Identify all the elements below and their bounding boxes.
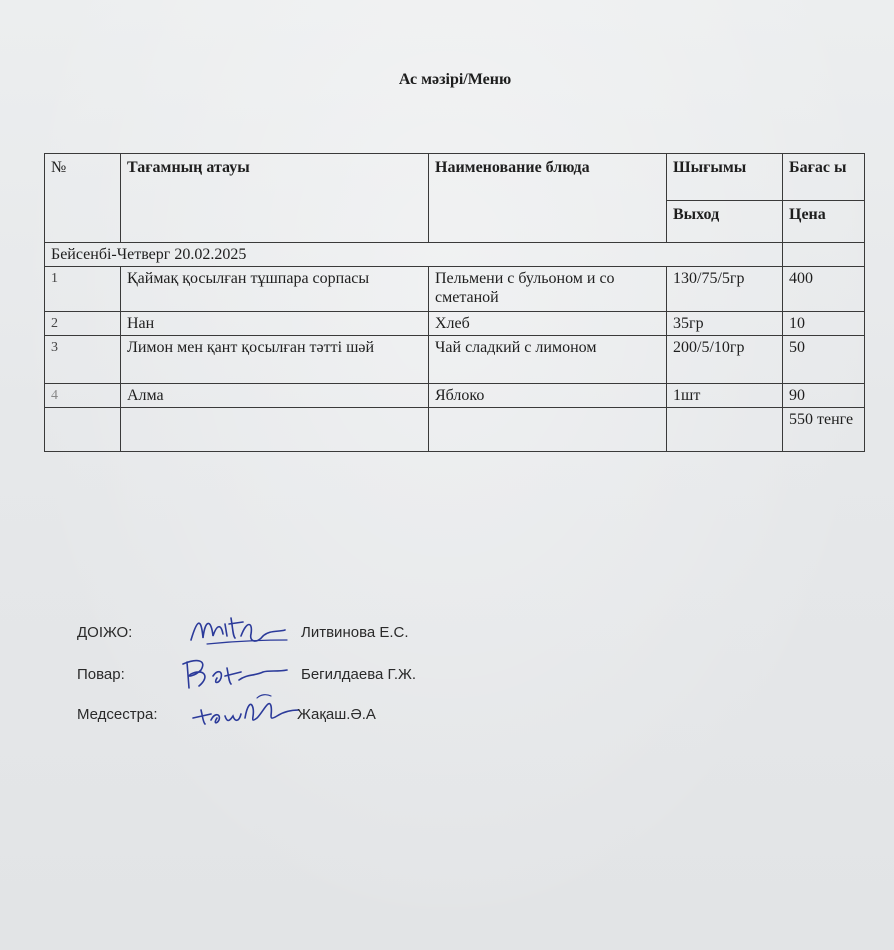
- header-num: №: [45, 154, 121, 243]
- signature-name: Жақаш.Ә.А: [297, 706, 376, 723]
- row-price: 10: [783, 312, 865, 336]
- row-price: 90: [783, 384, 865, 408]
- row-num: 2: [45, 312, 121, 336]
- total-price: 550 тенге: [783, 408, 865, 452]
- row-yield: 1шт: [667, 384, 783, 408]
- day-row: [45, 243, 865, 267]
- row-name-kz: Нан: [121, 312, 429, 336]
- row-name-kz: Алма: [121, 384, 429, 408]
- signature-role: ДОІЖО:: [77, 624, 133, 641]
- menu-table: [44, 153, 865, 452]
- header-price-ru: Цена: [783, 201, 865, 243]
- row-name-kz: Қаймақ қосылған тұшпара сорпасы: [121, 267, 429, 312]
- signature-name: Литвинова Е.С.: [301, 624, 409, 641]
- signature-role: Медсестра:: [77, 706, 158, 723]
- signature-scribble-3: [187, 688, 307, 736]
- row-yield: 35гр: [667, 312, 783, 336]
- row-name-ru: Пельмени с бульоном и со сметаной: [429, 267, 667, 312]
- row-yield: 130/75/5гр: [667, 267, 783, 312]
- table-row: [45, 312, 865, 336]
- row-yield: 200/5/10гр: [667, 336, 783, 384]
- header-name-kz: Тағамның атауы: [121, 154, 429, 243]
- header-price-kz: Бағас ы: [783, 154, 865, 201]
- row-num: 3: [45, 336, 121, 384]
- signature-role: Повар:: [77, 666, 125, 683]
- row-name-ru: Чай сладкий с лимоном: [429, 336, 667, 384]
- total-row: [45, 408, 865, 452]
- header-yield-ru: Выход: [667, 201, 783, 243]
- header-name-ru: Наименование блюда: [429, 154, 667, 243]
- table-row: [45, 336, 865, 384]
- row-price: 50: [783, 336, 865, 384]
- row-name-kz: Лимон мен қант қосылған тәтті шәй: [121, 336, 429, 384]
- header-yield-kz: Шығымы: [667, 154, 783, 201]
- header-row: [45, 154, 865, 201]
- row-name-ru: Яблоко: [429, 384, 667, 408]
- table-row: [45, 267, 865, 312]
- row-name-ru: Хлеб: [429, 312, 667, 336]
- signature-scribble-1: [187, 610, 297, 652]
- day-label: Бейсенбі-Четверг 20.02.2025: [45, 243, 783, 267]
- document-title: Ас мәзірі/Меню: [398, 71, 512, 88]
- table-row: [45, 384, 865, 408]
- signature-name: Бегилдаева Г.Ж.: [301, 666, 417, 683]
- row-num: 4: [45, 384, 121, 408]
- row-price: 400: [783, 267, 865, 312]
- row-num: 1: [45, 267, 121, 312]
